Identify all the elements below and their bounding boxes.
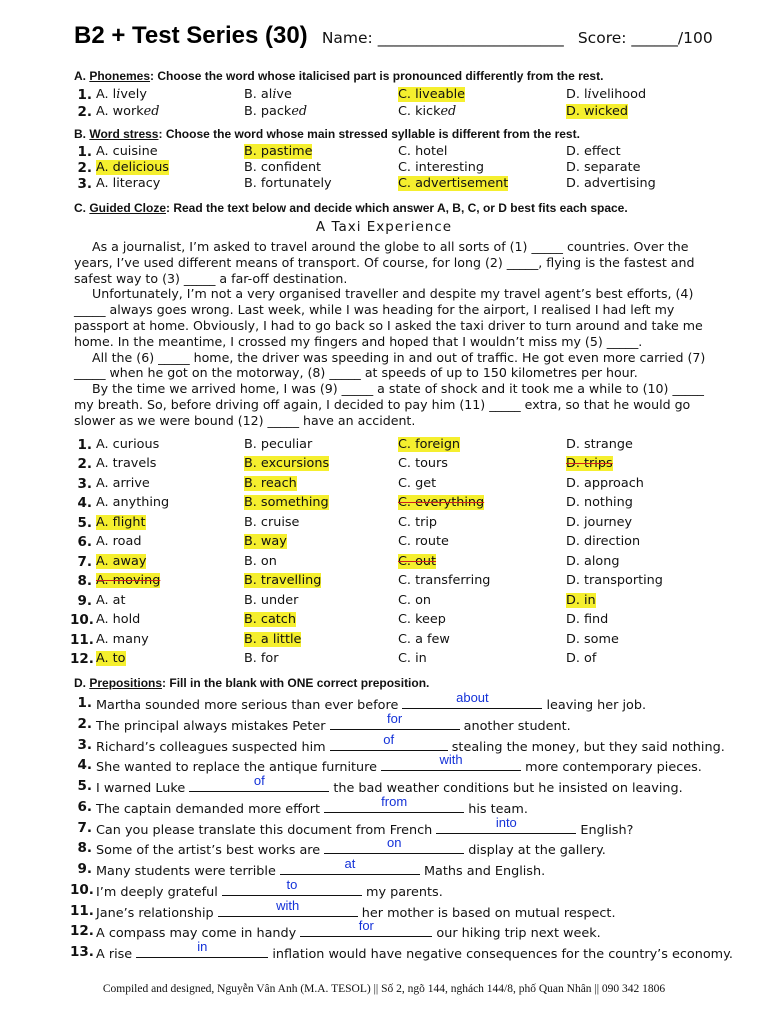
option-a: A. hold [96, 612, 141, 627]
cloze-question [70, 534, 760, 552]
passage-line: _____ always goes wrong. Last week, while I was heading for the airport, I realised I had left my [74, 302, 675, 318]
question-number: 10. [70, 612, 94, 628]
option-b: B. catch [244, 612, 296, 627]
question-number: 12. [70, 923, 94, 939]
preposition-item: 11. Jane’s relationship with her mother is based on mutual respect. [70, 898, 616, 921]
cloze-question [70, 632, 760, 650]
passage-line: By the time we arrived home, I was (9) _____ a state of shock and it took me a while to (10) _____ [92, 381, 704, 397]
section-b-label: Word stress [89, 127, 159, 141]
option-d: D. effect [566, 144, 621, 159]
answer-blank[interactable] [300, 918, 432, 937]
section-a-instruction: : Choose the word whose italicised part is pronounced differently from the rest. [150, 69, 604, 83]
answer-blank[interactable] [218, 898, 358, 917]
question-number: 10. [70, 882, 94, 898]
passage-line: Unfortunately, I’m not a very organised traveller and despite my travel agent’s best efforts, (4) [92, 286, 694, 302]
option-b: B. alive [244, 87, 292, 102]
option-d: D. of [566, 651, 597, 666]
passage-line: _____ when he got on the motorway, (8) _____ at speeds of up to 150 kilometres per hour. [74, 365, 638, 381]
answer-blank[interactable] [436, 815, 576, 834]
section-b-instruction: : Choose the word whose main stressed syllable is different from the rest. [158, 127, 580, 141]
option-b: B. something [244, 495, 329, 510]
option-d: D. advertising [566, 176, 656, 191]
section-c-prefix: C. [74, 201, 90, 215]
option-b: B. a little [244, 632, 302, 647]
question-number: 3. [77, 176, 92, 192]
option-c: C. trip [398, 515, 438, 530]
option-d: D. transporting [566, 573, 663, 588]
question-number: 8. [77, 573, 92, 589]
cloze-question [70, 554, 760, 572]
option-c: C. on [398, 593, 432, 608]
section-c-heading [74, 201, 628, 215]
cloze-question [70, 515, 760, 533]
option-b: B. way [244, 534, 287, 549]
question-number: 11. [70, 903, 94, 919]
answer-blank[interactable] [222, 877, 362, 896]
option-c: C. everything [398, 495, 485, 510]
filled-answer: in [197, 939, 208, 954]
option-d: D. nothing [566, 495, 633, 510]
option-c: C. transferring [398, 573, 491, 588]
stress-question [70, 176, 760, 194]
option-d: D. approach [566, 476, 644, 491]
question-number: 2. [77, 104, 92, 120]
cloze-question [70, 456, 760, 474]
option-b: B. packed [244, 104, 308, 119]
phoneme-question [70, 104, 760, 122]
question-number: 13. [70, 944, 94, 960]
cloze-question [70, 495, 760, 513]
option-c: C. foreign [398, 437, 461, 452]
answer-blank[interactable] [381, 752, 521, 771]
option-a: A. at [96, 593, 126, 608]
option-c: C. out [398, 554, 437, 569]
cloze-question [70, 573, 760, 591]
option-b: B. travelling [244, 573, 322, 588]
question-number: 1. [77, 695, 92, 711]
option-a: A. road [96, 534, 142, 549]
option-c: C. in [398, 651, 427, 666]
question-number: 8. [77, 840, 92, 856]
question-number: 5. [77, 515, 92, 531]
question-number: 3. [77, 476, 92, 492]
option-a: A. curious [96, 437, 160, 452]
filled-answer: about [456, 690, 489, 705]
section-c-label: Guided Cloze [89, 201, 167, 215]
section-c-instruction: : Read the text below and decide which answer A, B, C, or D best fits each space. [166, 201, 628, 215]
question-number: 12. [70, 651, 94, 667]
preposition-item: 6. The captain demanded more effort from his team. [70, 799, 760, 819]
answer-blank[interactable] [324, 835, 464, 854]
option-b: B. cruise [244, 515, 300, 530]
option-d: D. trips [566, 456, 613, 471]
section-d-instruction: : Fill in the blank with ONE correct preposition. [162, 676, 430, 690]
cloze-question [70, 651, 760, 669]
option-c: C. interesting [398, 160, 484, 175]
option-c: C. keep [398, 612, 446, 627]
section-a-heading [74, 69, 603, 83]
option-b: B. pastime [244, 144, 313, 159]
option-a: A. arrive [96, 476, 150, 491]
filled-answer: at [344, 856, 356, 871]
question-number: 1. [77, 144, 92, 160]
question-number: 6. [77, 534, 92, 550]
preposition-item: 8. Some of the artist’s best works are on display at the gallery. [70, 840, 760, 860]
option-c: C. hotel [398, 144, 448, 159]
option-c: C. route [398, 534, 449, 549]
answer-blank[interactable] [330, 711, 460, 730]
preposition-item: 9. Many students were terrible at Maths and English. [70, 861, 760, 881]
option-c: C. get [398, 476, 437, 491]
option-b: B. excursions [244, 456, 330, 471]
page-header [74, 22, 713, 50]
preposition-item: 13. A rise in inflation would have negative consequences for the country’s economy. [70, 939, 733, 962]
preposition-item: 10. I’m deeply grateful to my parents. [70, 877, 443, 900]
preposition-item: 12. A compass may come in handy for our hiking trip next week. [70, 918, 601, 941]
passage-line: safest way to (3) _____ a far-off destination. [74, 270, 348, 286]
option-d: D. along [566, 554, 620, 569]
option-d: D. find [566, 612, 609, 627]
option-a: A. flight [96, 515, 146, 530]
preposition-item: 1. Martha sounded more serious than ever before about leaving her job. [70, 695, 760, 715]
name-field: Name: ________________________ [321, 29, 564, 47]
option-d: D. some [566, 632, 619, 647]
section-b-heading [74, 127, 580, 141]
option-b: B. under [244, 593, 299, 608]
option-c: C. liveable [398, 87, 466, 102]
filled-answer: for [386, 711, 403, 726]
answer-blank[interactable] [330, 732, 448, 751]
question-number: 7. [77, 820, 92, 836]
question-number: 1. [77, 437, 92, 453]
option-c: C. tours [398, 456, 448, 471]
option-a: A. away [96, 554, 147, 569]
option-b: B. peculiar [244, 437, 313, 452]
section-d-prefix: D. [74, 676, 90, 690]
option-c: C. kicked [398, 104, 457, 119]
option-a: A. anything [96, 495, 170, 510]
passage-text [74, 239, 764, 429]
passage-line: my breath. So, before driving off again, I decided to pay him (11) _____ extra, so that he would go [74, 396, 691, 412]
passage-line: home. In the meantime, I crossed my fingers and hoped that I wouldn’t miss my (5) _____. [74, 333, 643, 349]
option-d: D. separate [566, 160, 641, 175]
answer-blank[interactable] [136, 939, 268, 958]
option-d: D. wicked [566, 104, 628, 119]
option-b: B. fortunately [244, 176, 332, 191]
option-a: A. travels [96, 456, 157, 471]
passage-line: passport at home. Obviously, I had to go back so I asked the taxi driver to turn around and take me [74, 317, 703, 333]
filled-answer: for [358, 918, 374, 933]
option-a: A. lively [96, 87, 147, 102]
section-d-heading [74, 676, 429, 690]
option-b: B. for [244, 651, 279, 666]
answer-blank[interactable] [280, 856, 420, 875]
passage-title: A Taxi Experience [315, 219, 453, 235]
passage-line: As a journalist, I’m asked to travel around the globe to all sorts of (1) _____ countries. Over the [92, 239, 689, 254]
page-footer: Compiled and designed, Nguyễn Vân Anh (M.A. TESOL) || Số 2, ngõ 144, nghách 144/8, phố Quan Nhân || 090 342 1806 [102, 983, 666, 995]
preposition-item: 7. Can you please translate this document from French into English? [70, 820, 760, 840]
passage-line: years, I’ve used different means of transport. Of course, for long (2) _____, flying is the fastest and [74, 254, 695, 270]
question-number: 2. [77, 160, 92, 176]
filled-answer: to [286, 877, 298, 892]
cloze-question [70, 476, 760, 494]
option-d: D. direction [566, 534, 641, 549]
question-number: 3. [77, 737, 92, 753]
section-a-prefix: A. [74, 69, 90, 83]
section-a-label: Phonemes [89, 69, 151, 83]
preposition-item: 5. I warned Luke of the bad weather conditions but he insisted on leaving. [70, 778, 760, 798]
question-number: 5. [77, 778, 92, 794]
test-title: B2 + Test Series (30) [74, 22, 308, 49]
option-d: D. journey [566, 515, 633, 530]
option-a: A. literacy [96, 176, 161, 191]
answer-blank[interactable] [324, 794, 464, 813]
filled-answer: with [276, 898, 300, 913]
cloze-question [70, 593, 760, 611]
filled-answer: of [383, 732, 395, 747]
question-number: 2. [77, 716, 92, 732]
filled-answer: into [495, 815, 517, 830]
preposition-item: 3. Richard’s colleagues suspected him of stealing the money, but they said nothing. [70, 737, 760, 757]
preposition-item: 4. She wanted to replace the antique furniture with more contemporary pieces. [70, 757, 760, 777]
option-d: D. in [566, 593, 596, 608]
filled-answer: of [253, 773, 265, 788]
option-c: C. a few [398, 632, 450, 647]
option-a: A. to [96, 651, 126, 666]
phoneme-question [70, 87, 760, 105]
question-number: 6. [77, 799, 92, 815]
passage-line: slower as we were bound (12) _____ have an accident. [74, 412, 416, 428]
question-number: 9. [77, 861, 92, 877]
preposition-item: 2. The principal always mistakes Peter for another student. [70, 716, 760, 736]
option-a: A. many [96, 632, 149, 647]
option-a: A. worked [96, 104, 160, 119]
section-d-label: Prepositions [89, 676, 163, 690]
section-b-prefix: B. [74, 127, 90, 141]
question-number: 7. [77, 554, 92, 570]
option-b: B. on [244, 554, 277, 569]
question-number: 9. [77, 593, 92, 609]
option-b: B. reach [244, 476, 297, 491]
option-a: A. delicious [96, 160, 169, 175]
answer-blank[interactable] [189, 773, 329, 792]
option-d: D. livelihood [566, 87, 647, 102]
option-a: A. moving [96, 573, 161, 588]
option-b: B. confident [244, 160, 322, 175]
score-field: Score: ______/100 [577, 29, 713, 47]
cloze-question [70, 437, 760, 455]
question-number: 4. [77, 495, 92, 511]
cloze-question [70, 612, 760, 630]
question-number: 4. [77, 757, 92, 773]
answer-blank[interactable] [402, 690, 542, 709]
question-number: 2. [77, 456, 92, 472]
option-d: D. strange [566, 437, 633, 452]
question-number: 1. [77, 87, 92, 103]
option-a: A. cuisine [96, 144, 158, 159]
filled-answer: from [381, 794, 408, 809]
option-c: C. advertisement [398, 176, 509, 191]
filled-answer: with [439, 752, 463, 767]
filled-answer: on [386, 835, 402, 850]
passage-line: All the (6) _____ home, the driver was speeding in and out of traffic. He got even more carried (7) [92, 349, 706, 365]
question-number: 11. [70, 632, 94, 648]
